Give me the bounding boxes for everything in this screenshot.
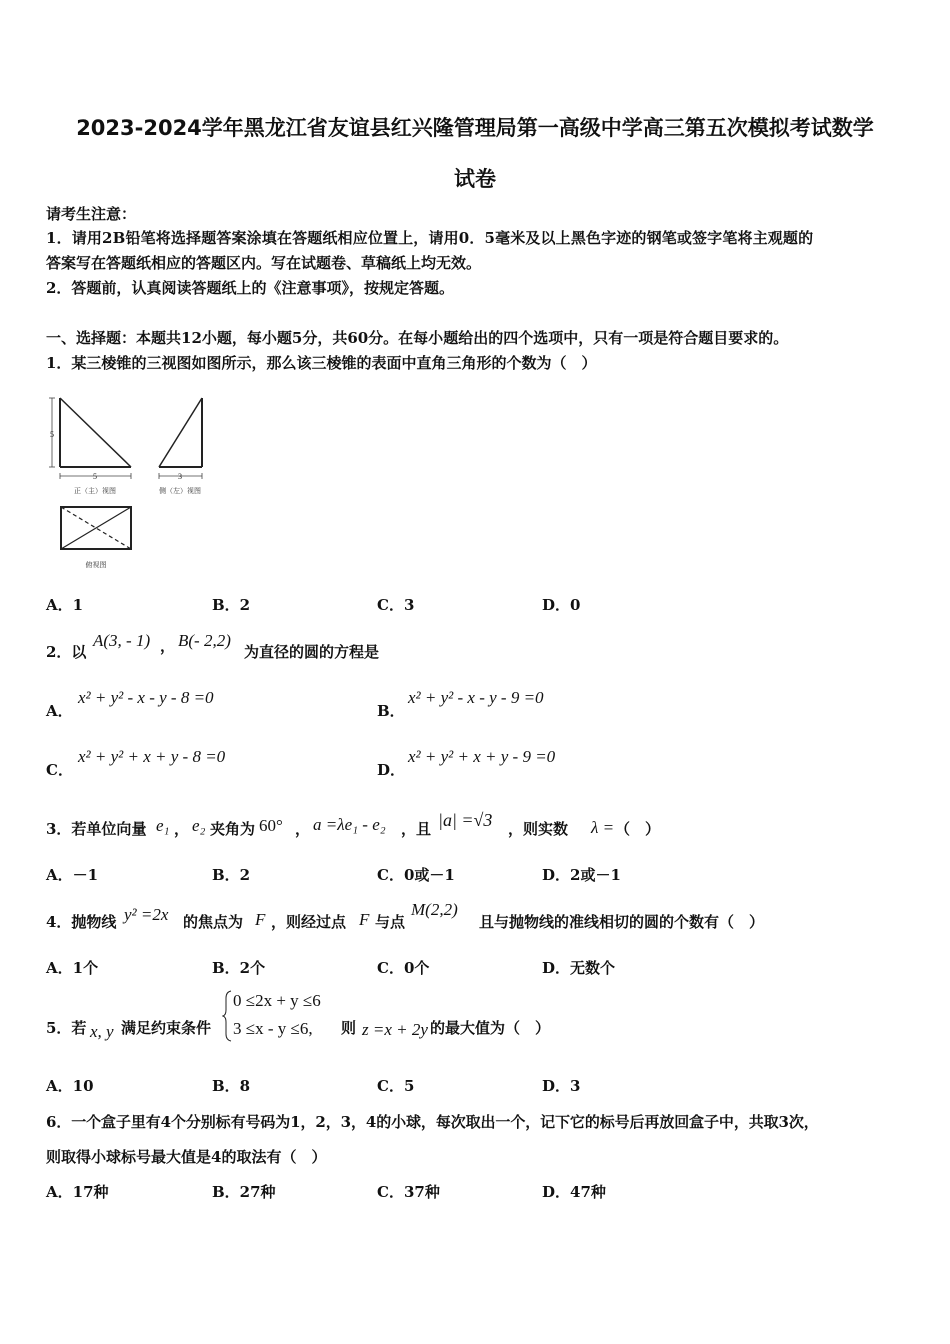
q5-variables: x, y — [90, 1022, 114, 1041]
q4-focus: F — [255, 910, 266, 929]
q2-label-b[interactable]: B． — [377, 702, 405, 720]
q3-e1: e₁ — [156, 816, 170, 835]
q2-point-a: A(3, - 1) — [93, 631, 151, 650]
q2-equation-a: x² + y² - x - y - 8 =0 — [78, 688, 214, 707]
question-1-stem: 1．某三棱锥的三视图如图所示，那么该三棱锥的表面中直角三角形的个数为（ ） — [46, 354, 597, 372]
question-6-stem: 6．一个盒子里有4个分别标有号码为1，2，3，4的小球，每次取出一个，记下它的标号后再放回盒子中，共取3次， — [46, 1113, 819, 1131]
q3-sep2: ， — [295, 820, 311, 838]
question-5-part1: 5．若 — [46, 1019, 87, 1037]
q2-equation-b: x² + y² - x - y - 9 =0 — [408, 688, 544, 707]
side-view-label: 侧（左）视图 — [159, 487, 201, 495]
question-2-suffix: 为直径的圆的方程是 — [244, 643, 380, 661]
q1-option-c[interactable]: C．3 — [377, 596, 415, 614]
q5-objective: z =x + 2y — [362, 1020, 428, 1039]
page-title: 2023-2024学年黑龙江省友谊县红兴隆管理局第一高级中学高三第五次模拟考试数学 — [76, 116, 874, 140]
q6-option-d[interactable]: D．47种 — [542, 1183, 606, 1201]
q1-option-b[interactable]: B．2 — [212, 596, 251, 614]
q1-option-d[interactable]: D．0 — [542, 596, 581, 614]
question-3-part1: 3．若单位向量 — [46, 820, 147, 838]
top-view — [61, 507, 131, 569]
q2-label-a[interactable]: A． — [46, 702, 73, 720]
q4-focus-2: F — [359, 910, 370, 929]
q2-sep: ， — [160, 637, 176, 655]
three-view-figure — [40, 390, 230, 575]
q4-part2: 的焦点为 — [183, 913, 244, 931]
q3-magnitude: |a| =√3 — [438, 810, 493, 830]
question-6-stem-cont: 则取得小球标号最大值是4的取法有（ ） — [46, 1148, 327, 1166]
q3-sep1: ， — [174, 820, 190, 838]
side-width-label: 3 — [178, 472, 182, 481]
q4-part4: 与点 — [375, 913, 406, 931]
q3-part3: 夹角为 — [210, 820, 256, 838]
q5-part2: 满足约束条件 — [121, 1019, 212, 1037]
q5-option-d[interactable]: D．3 — [542, 1077, 581, 1095]
question-2-prefix: 2．以 — [46, 643, 87, 661]
q6-option-b[interactable]: B．27种 — [212, 1183, 276, 1201]
notice-heading: 请考生注意： — [46, 205, 137, 223]
q5-part3: 则 — [341, 1019, 357, 1037]
q4-part5: 且与抛物线的准线相切的圆的个数有（ ） — [479, 913, 765, 931]
q3-vector-a: a =λe₁ - e₂ — [313, 815, 386, 834]
q3-angle: 60° — [259, 816, 283, 835]
q2-label-d[interactable]: D． — [377, 761, 406, 779]
q2-point-b: B(- 2,2) — [178, 631, 231, 650]
q3-part7: （ ） — [615, 820, 661, 838]
q2-equation-d: x² + y² + x + y - 9 =0 — [408, 747, 556, 766]
front-height-label: 5 — [50, 430, 54, 439]
q3-option-c[interactable]: C．0或－1 — [377, 866, 455, 884]
q3-part6: ，则实数 — [508, 820, 569, 838]
q5-option-b[interactable]: B．8 — [212, 1077, 251, 1095]
q1-option-a[interactable]: A．1 — [46, 596, 84, 614]
q3-part5: ，且 — [401, 820, 432, 838]
q4-part3: ，则经过点 — [271, 913, 347, 931]
section-heading: 一、选择题：本题共12小题，每小题5分，共60分。在每小题给出的四个选项中，只有一项是符合题目要求的。 — [46, 329, 789, 347]
question-4-part1: 4．抛物线 — [46, 913, 117, 931]
q4-option-a[interactable]: A．1个 — [46, 959, 99, 977]
q5-part4: 的最大值为（ ） — [430, 1019, 551, 1037]
top-view-label: 俯视图 — [85, 561, 107, 569]
q4-option-c[interactable]: C．0个 — [377, 959, 430, 977]
q4-option-b[interactable]: B．2个 — [212, 959, 266, 977]
notice-item2: 2．答题前，认真阅读答题纸上的《注意事项》，按规定答题。 — [46, 279, 454, 297]
q4-point-m: M(2,2) — [411, 900, 458, 919]
q3-option-b[interactable]: B．2 — [212, 866, 251, 884]
q5-option-a[interactable]: A．10 — [46, 1077, 94, 1095]
q2-equation-c: x² + y² + x + y - 8 =0 — [78, 747, 226, 766]
notice-item1-cont: 答案写在答题纸相应的答题区内。写在试题卷、草稿纸上均无效。 — [46, 254, 482, 272]
left-brace-icon — [222, 990, 232, 1042]
q3-e2: e₂ — [192, 816, 206, 835]
q5-constraint-2: 3 ≤x - y ≤6, — [233, 1019, 313, 1038]
notice-item1: 1．请用2B铅笔将选择题答案涂填在答题纸相应位置上，请用0．5毫米及以上黑色字迹的钢笔或签字笔将主观题的 — [46, 229, 814, 247]
q3-option-a[interactable]: A．－1 — [46, 866, 99, 884]
side-view — [159, 398, 202, 495]
q2-label-c[interactable]: C． — [46, 761, 73, 779]
front-view — [49, 398, 131, 495]
q4-option-d[interactable]: D．无数个 — [542, 959, 616, 977]
front-view-label: 正（主）视图 — [74, 487, 116, 495]
q5-constraint-1: 0 ≤2x + y ≤6 — [233, 991, 321, 1010]
front-width-label: 5 — [93, 472, 97, 481]
q4-parabola: y² =2x — [124, 905, 169, 924]
q5-option-c[interactable]: C．5 — [377, 1077, 415, 1095]
q3-option-d[interactable]: D．2或－1 — [542, 866, 621, 884]
q3-lambda: λ = — [591, 818, 615, 837]
page-title-line2: 试卷 — [454, 167, 496, 191]
q6-option-a[interactable]: A．17种 — [46, 1183, 109, 1201]
q6-option-c[interactable]: C．37种 — [377, 1183, 440, 1201]
